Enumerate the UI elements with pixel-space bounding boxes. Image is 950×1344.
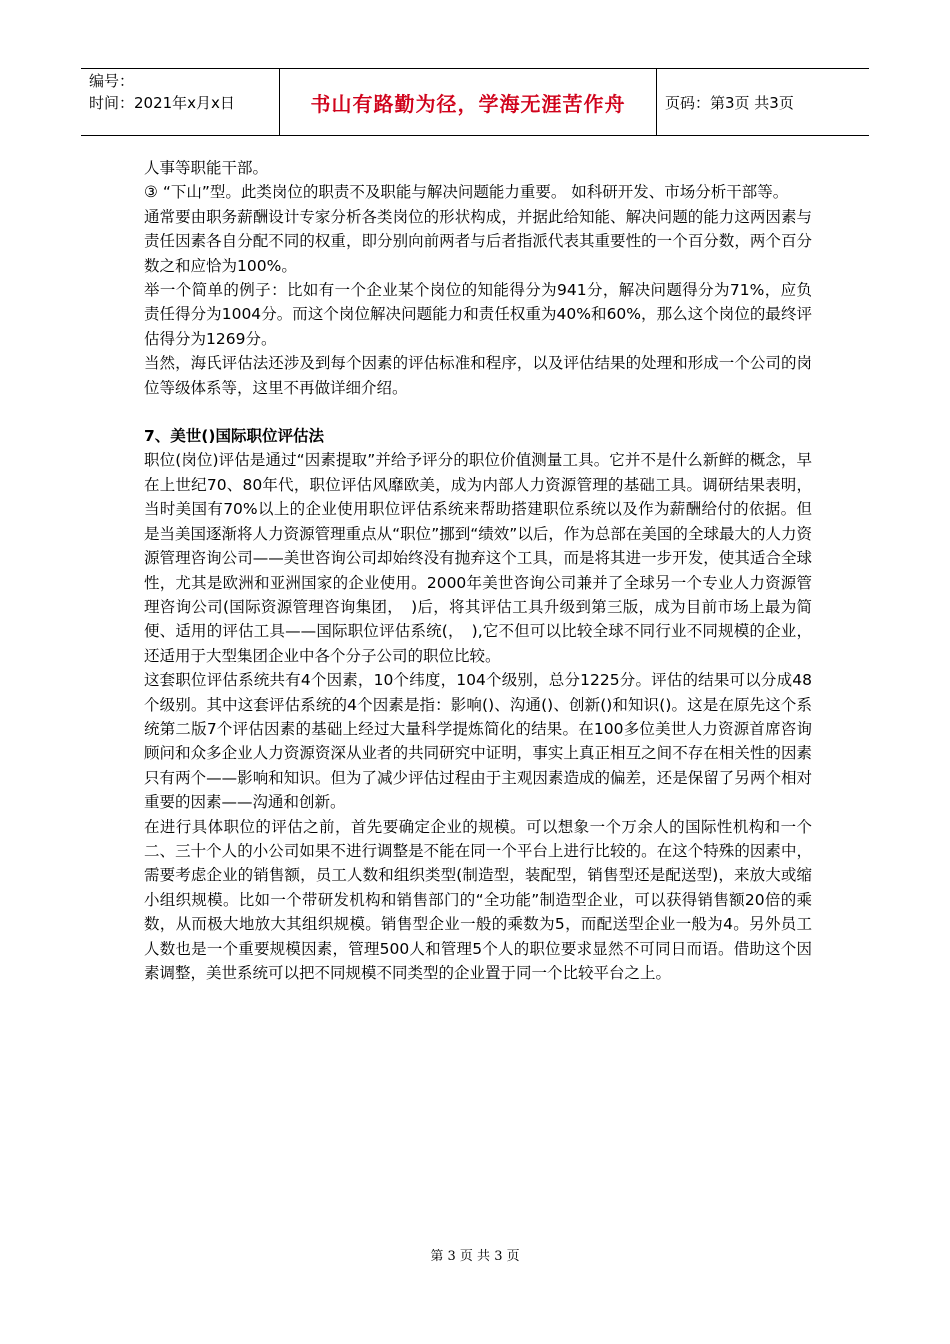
- paragraph: 职位(岗位)评估是通过“因素提取”并给予评分的职位价值测量工具。它并不是什么新鲜的概念，早在上世纪70、80年代，职位评估风靡欧美，成为内部人力资源管理的基础工具。调研结果表明，当时美国有70%以上的企业使用职位评估系统来帮助搭建职位系统以及作为薪酬给付的依据。但是当美国逐渐将人力资源管理重点从“职位”挪到“绩效”以后，作为总部在美国的全球最大的人力资源管理咨询公司——美世咨询公司却始终没有抛弃这个工具，而是将其进一步开发，使其适合全球性，尤其是欧洲和亚洲国家的企业使用。2000年美世咨询公司兼并了全球另一个专业人力资源管理咨询公司(国际资源管理咨询集团， )后，将其评估工具升级到第三版，成为目前市场上最为简便、适用的评估工具——国际职位评估系统(， ),它不但可以比较全球不同行业不同规模的企业，还适用于大型集团企业中各个分子公司的职位比较。: [144, 451, 812, 665]
- footer-page-number: 第 3 页 共 3 页: [430, 1249, 520, 1264]
- paragraph: 在进行具体职位的评估之前，首先要确定企业的规模。可以想象一个万余人的国际性机构和一个二、三十个人的小公司如果不进行调整是不能在同一个平台上进行比较的。在这个特殊的因素中，需要考虑企业的销售额，员工人数和组织类型(制造型，装配型，销售型还是配送型)，来放大或缩小组织规模。比如一个带研发机构和销售部门的“全功能”制造型企业，可以获得销售额20倍的乘数，从而极大地放大其组织规模。销售型企业一般的乘数为5，而配送型企业一般为4。另外员工人数也是一个重要规模因素，管理500人和管理5个人的职位要求显然不可同日而语。借助这个因素调整，美世系统可以把不同规模不同类型的企业置于同一个比较平台之上。: [144, 817, 812, 982]
- paragraph: 举一个简单的例子：比如有一个企业某个岗位的知能得分为941分，解决问题得分为71%，应负责任得分为1004分。而这个岗位解决问题能力和责任权重为40%和60%，那么这个岗位的最终评估得分为1269分。: [144, 281, 812, 348]
- section-spacer: [144, 400, 812, 424]
- page-label: 页码：第3页 共3页: [665, 93, 794, 112]
- header-motto-cell: [279, 69, 657, 135]
- section-heading: 7、美世()国际职位评估法: [144, 427, 324, 446]
- paragraph: ③ “下山”型。此类岗位的职责不及职能与解决问题能力重要。 如科研开发、市场分析干部等。: [144, 183, 789, 202]
- paragraph: 人事等职能干部。: [144, 159, 269, 177]
- document-body: [144, 156, 812, 985]
- paragraph: 当然，海氏评估法还涉及到每个因素的评估标准和程序，以及评估结果的处理和形成一个公司的岗位等级体系等，这里不再做详细介绍。: [144, 354, 812, 397]
- page-footer: [0, 1245, 950, 1264]
- header-meta: [81, 69, 279, 135]
- header-page-cell: [657, 69, 869, 135]
- paragraph: 这套职位评估系统共有4个因素，10个纬度，104个级别，总分1225分。评估的结果可以分成48个级别。其中这套评估系统的4个因素是指：影响()、沟通()、创新()和知识()。这是在原先这个系统第二版7个评估因素的基础上经过大量科学提炼简化的结果。在100多位美世人力资源首席咨询顾问和众多企业人力资源资深从业者的共同研究中证明，事实上真正相互之间不存在相关性的因素只有两个——影响和知识。但为了减少评估过程由于主观因素造成的偏差，还是保留了另两个相对重要的因素——沟通和创新。: [144, 671, 812, 812]
- motto: 书山有路勤为径，学海无涯苦作舟: [310, 91, 626, 116]
- page-header: [81, 68, 869, 136]
- paragraph: 通常要由职务薪酬设计专家分析各类岗位的形状构成，并据此给知能、解决问题的能力这两因素与责任因素各自分配不同的权重，即分别向前两者与后者指派代表其重要性的一个百分数，两个百分数之和应恰为100%。: [144, 207, 812, 275]
- serial-label: 编号：: [89, 72, 135, 90]
- time-label: 时间：2021年x月x日: [89, 94, 235, 112]
